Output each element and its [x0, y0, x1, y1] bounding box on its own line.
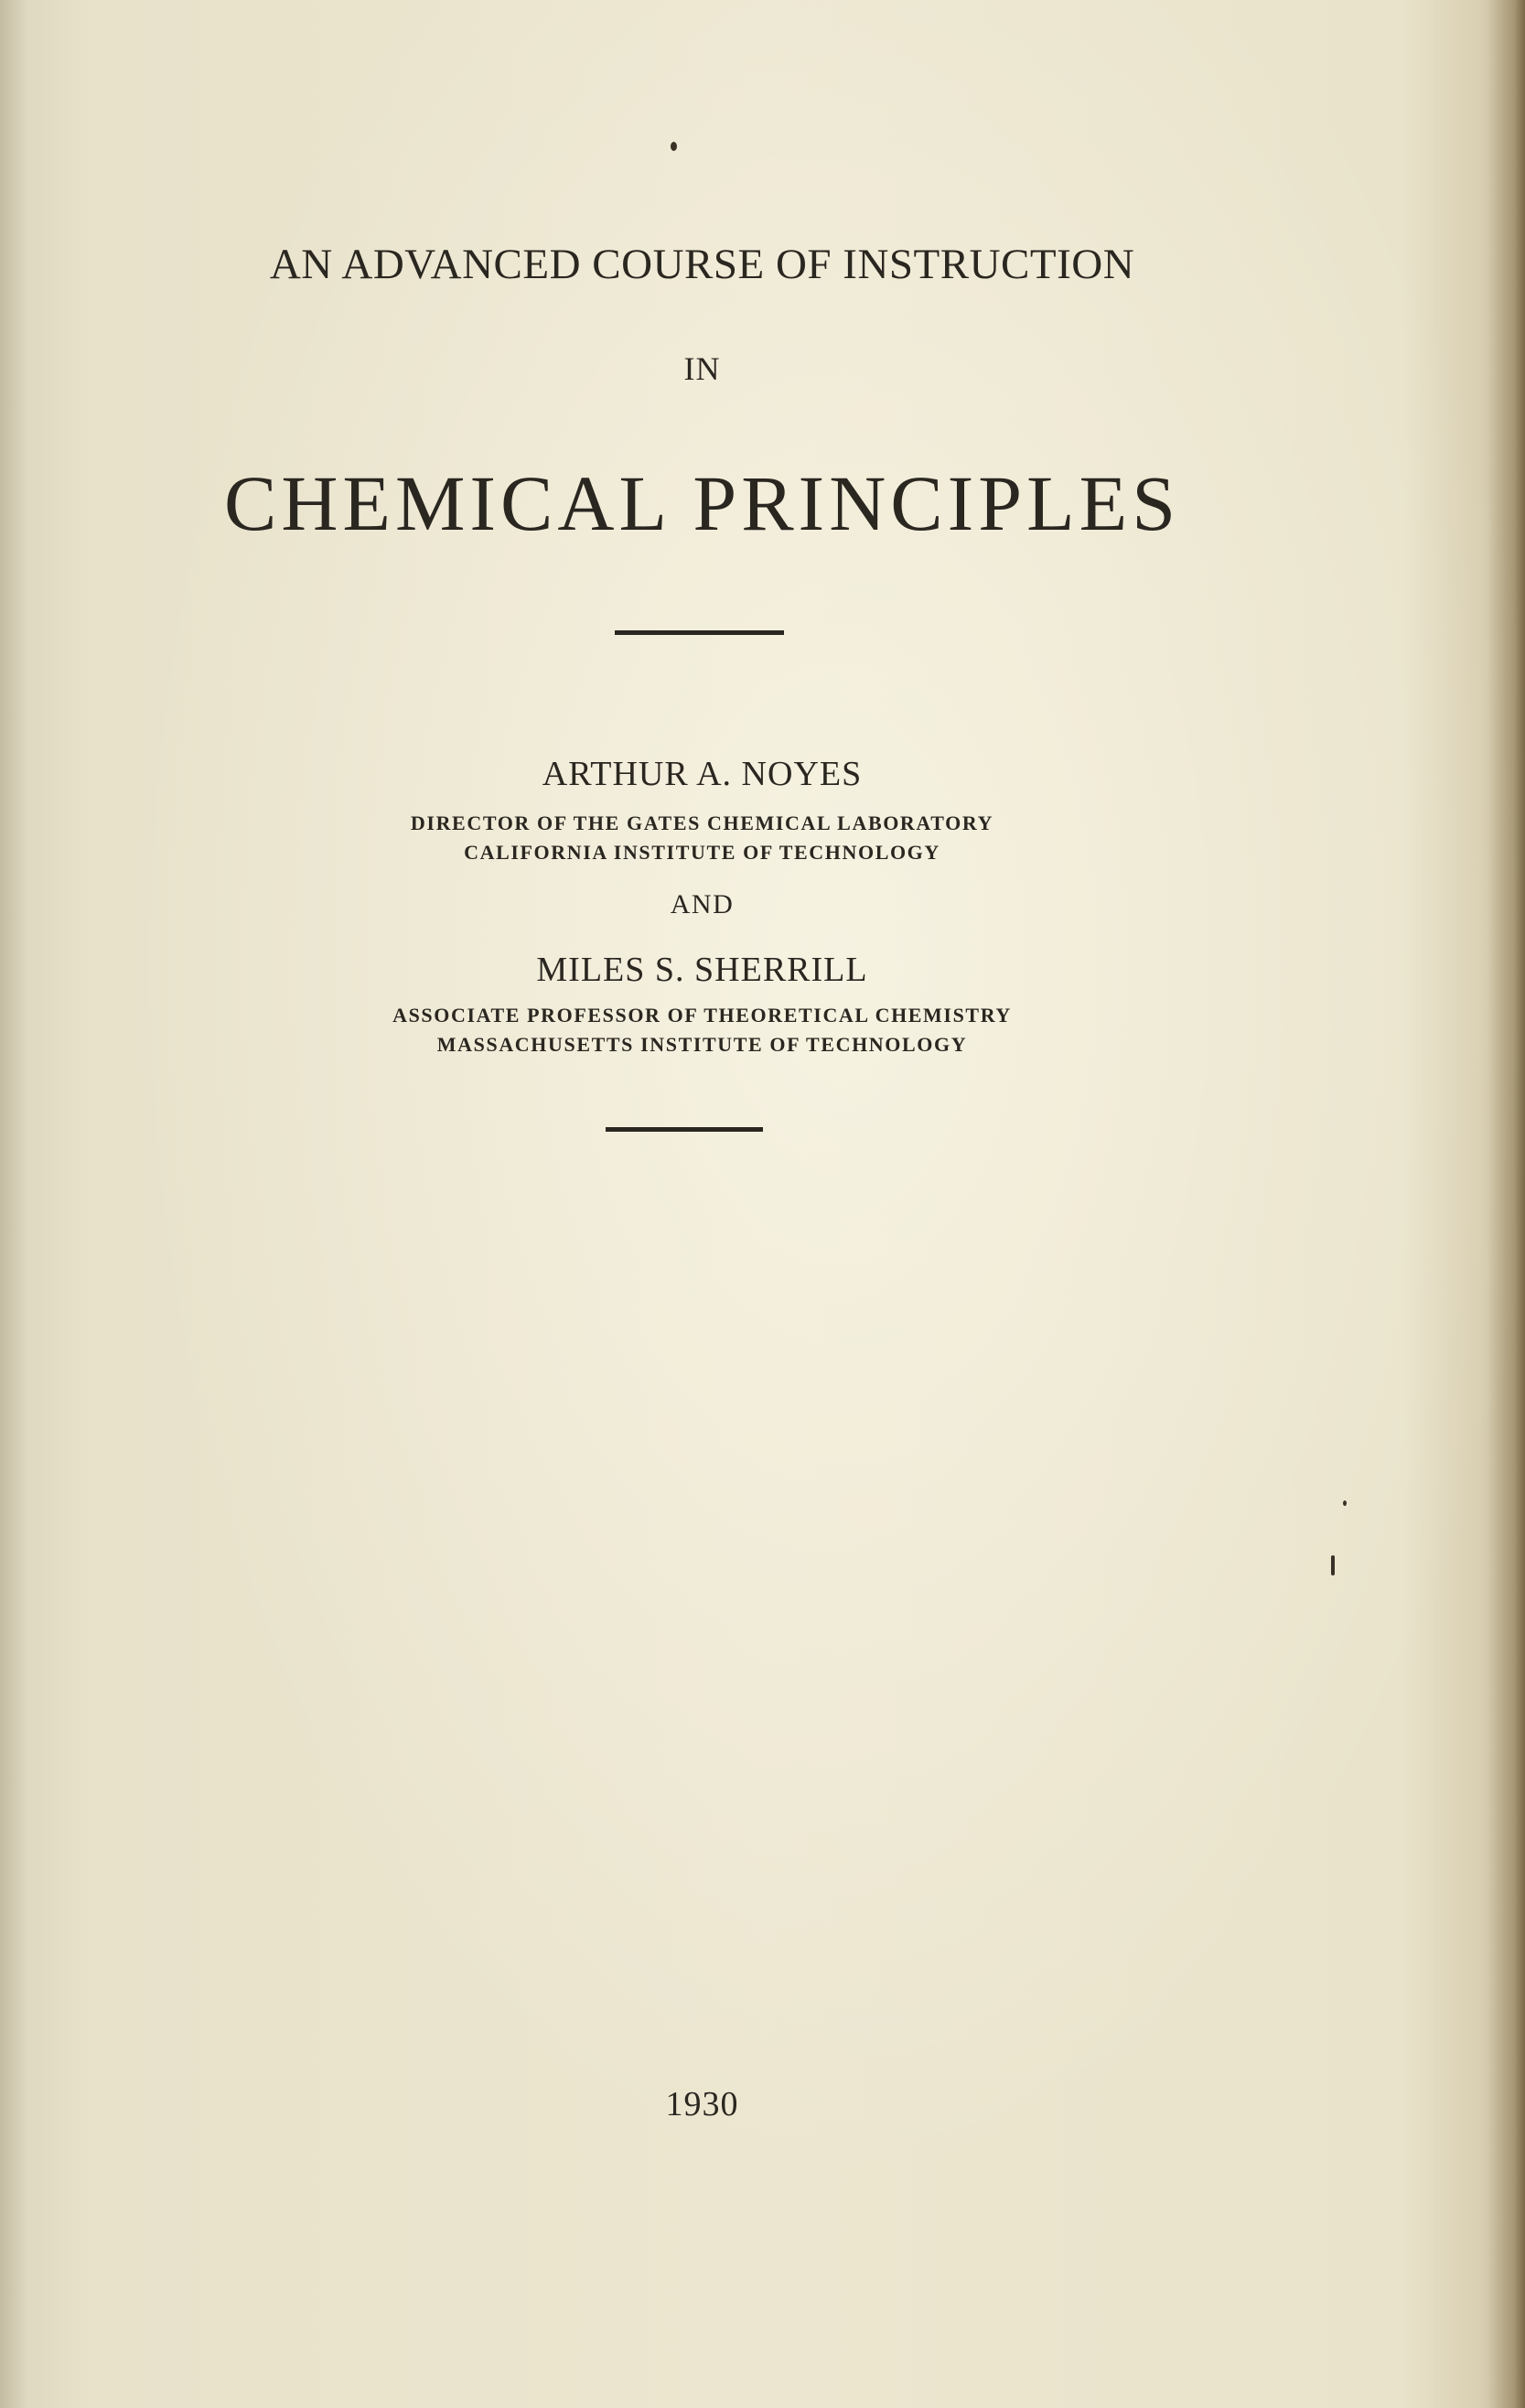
publication-year: 1930	[665, 2085, 739, 2123]
course-line: AN ADVANCED COURSE OF INSTRUCTION	[269, 241, 1135, 288]
main-title: CHEMICAL PRINCIPLES	[223, 459, 1181, 547]
in-word: IN	[683, 350, 721, 387]
ink-speck	[671, 142, 677, 151]
page-edge-shadow	[1488, 0, 1525, 2408]
and-word: AND	[670, 889, 735, 919]
ink-speck	[1343, 1500, 1347, 1506]
author-divider	[606, 1127, 763, 1132]
author-1-title-line-2: CALIFORNIA INSTITUTE OF TECHNOLOGY	[464, 841, 940, 864]
author-name-2: MILES S. SHERRILL	[536, 951, 868, 989]
author-1-title-line-1: DIRECTOR OF THE GATES CHEMICAL LABORATORY	[410, 812, 994, 834]
author-2-title-line-1: ASSOCIATE PROFESSOR OF THEORETICAL CHEMISTRY	[392, 1004, 1012, 1027]
title-divider	[615, 630, 784, 635]
author-affiliation-1	[0, 809, 1404, 867]
author-name-1: ARTHUR A. NOYES	[542, 755, 863, 793]
ink-speck	[1331, 1555, 1335, 1575]
author-affiliation-2	[0, 1001, 1404, 1059]
author-2-title-line-2: MASSACHUSETTS INSTITUTE OF TECHNOLOGY	[436, 1033, 968, 1056]
